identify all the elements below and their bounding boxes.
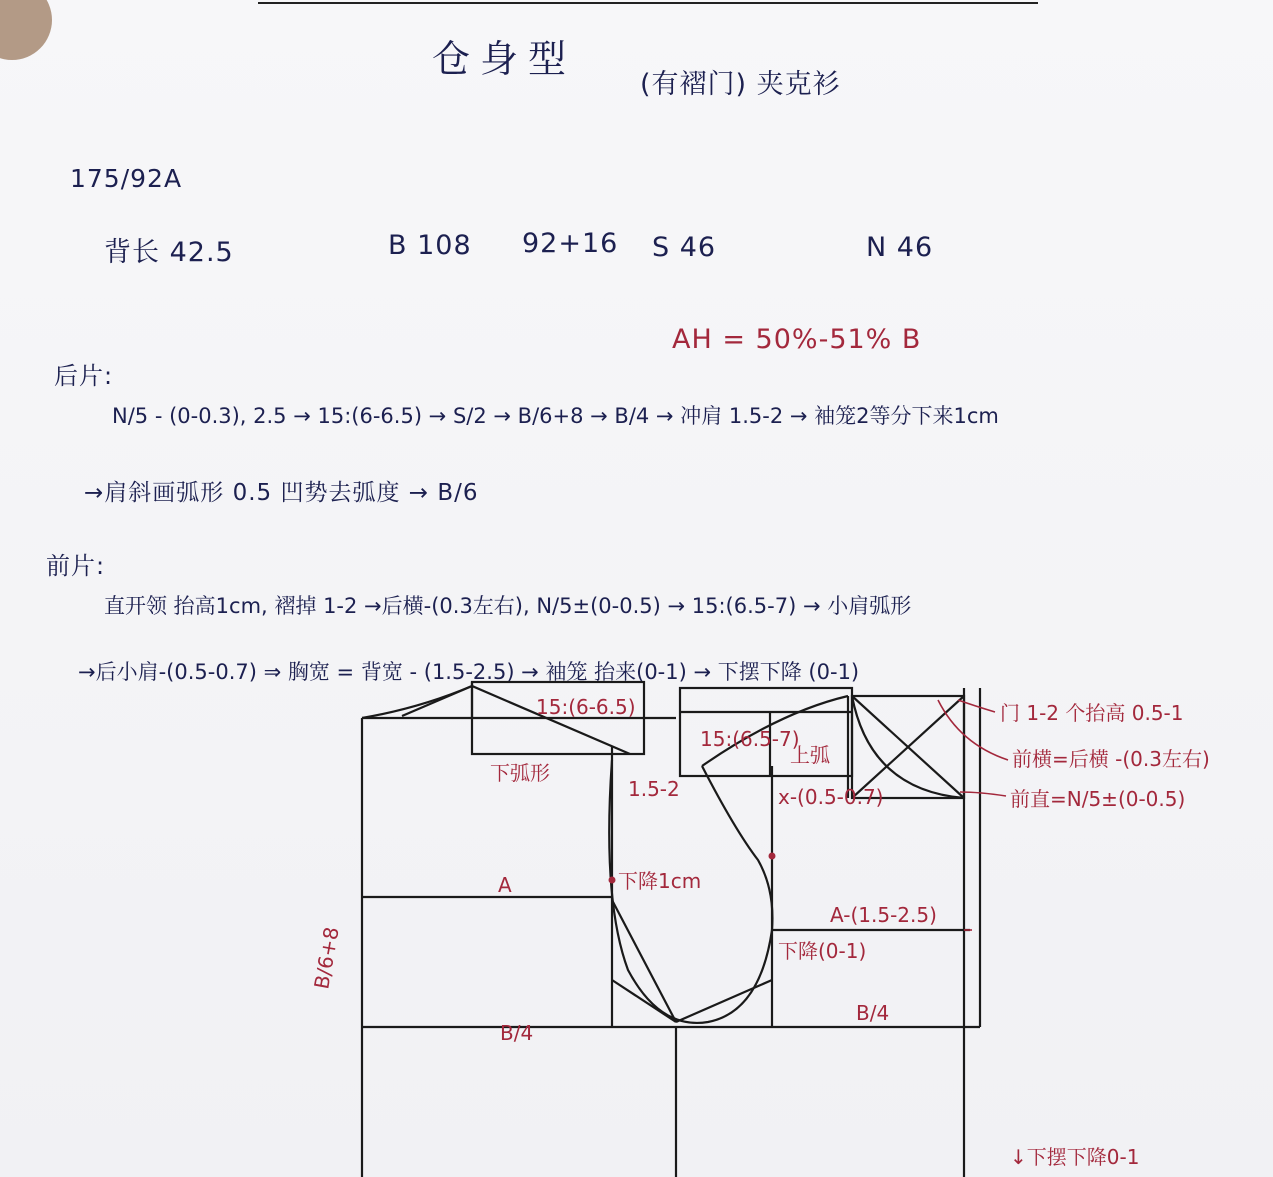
label-a-front: A-(1.5-2.5) — [830, 903, 937, 927]
armhole-note: AH = 50%-51% B — [672, 324, 922, 355]
label-armhole-drop: 下降1cm — [618, 869, 702, 893]
armhole-diag-back — [612, 900, 676, 1022]
label-front-slope: 15:(6.5-7) — [700, 727, 800, 751]
leader-front-v — [960, 792, 1006, 796]
back-neck-line — [402, 686, 472, 716]
back-piece-line2: →肩斜画弧形 0.5 凹势去弧度 → B/6 — [84, 480, 479, 506]
label-b4-back: B/4 — [500, 1021, 534, 1045]
note-hem-drop: ↓下摆下降0-1 — [1010, 1145, 1140, 1169]
note-gate: 门 1-2 个抬高 0.5-1 — [1000, 701, 1184, 725]
front-piece-line2: →后小肩-(0.5-0.7) ⇒ 胸宽 = 背宽 - (1.5-2.5) → 袖笼 抬来(0-1) → 下摆下降 (0-1) — [78, 660, 860, 684]
note-front-v: 前直=N/5±(0-0.5) — [1010, 787, 1186, 811]
back-piece-heading: 后片: — [54, 362, 114, 390]
note-front-h: 前横=后横 -(0.3左右) — [1012, 747, 1210, 771]
size-label: 175/92A — [70, 164, 183, 193]
front-piece-line1: 直开领 抬高1cm, 褶掉 1-2 →后横-(0.3左右), N/5±(0-0.5) → 15:(6.5-7) → 小肩弧形 — [104, 594, 912, 618]
label-back-shoulder: 1.5-2 — [628, 777, 680, 801]
label-front-arc: 上弧 — [790, 743, 830, 767]
label-back-slope: 15:(6-6.5) — [536, 695, 636, 719]
label-a-back: A — [498, 873, 512, 897]
neck-value: N 46 — [866, 232, 934, 263]
label-side-formula: B/6+8 — [309, 924, 344, 991]
label-front-drop: 下降(0-1) — [778, 939, 867, 963]
bust-value: B 108 — [388, 230, 472, 261]
back-piece-line1: N/5 - (0-0.3), 2.5 → 15:(6-6.5) → S/2 → B/6+8 → B/4 → 冲肩 1.5-2 → 袖笼2等分下来1cm — [112, 404, 999, 428]
bust-formula: 92+16 — [522, 228, 619, 259]
armhole-guide-a — [612, 980, 676, 1022]
shoulder-value: S 46 — [652, 232, 717, 263]
page-title: 仓身型 — [432, 37, 577, 81]
label-back-arc: 下弧形 — [490, 761, 550, 785]
back-armhole-point — [609, 877, 616, 884]
back-length: 背长 42.5 — [104, 237, 234, 268]
front-armhole-curve — [702, 766, 772, 930]
page-subtitle: (有褶门) 夹克衫 — [640, 69, 841, 100]
front-armhole-point — [769, 853, 776, 860]
front-piece-heading: 前片: — [46, 552, 106, 580]
label-front-x: x-(0.5-0.7) — [778, 785, 884, 809]
label-b4-front: B/4 — [856, 1001, 890, 1025]
